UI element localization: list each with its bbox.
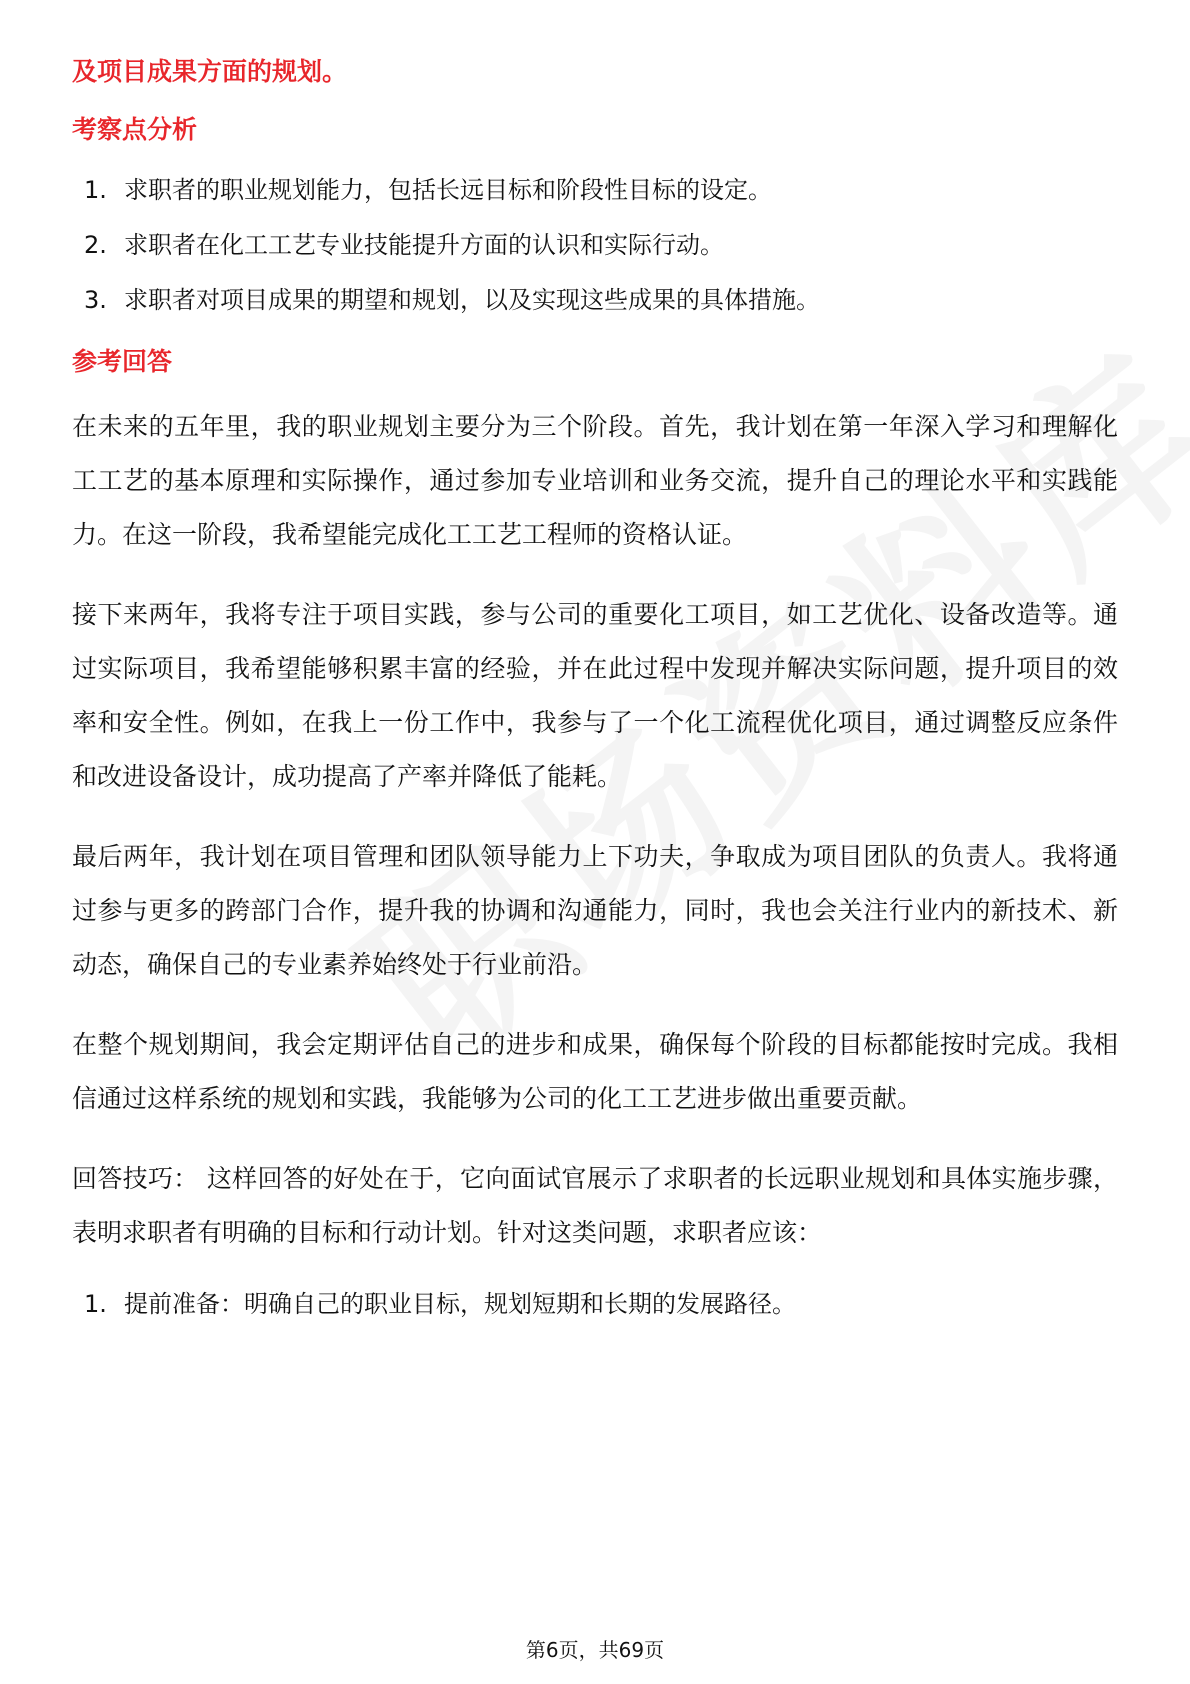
answer-paragraph: 接下来两年，我将专注于项目实践，参与公司的重要化工项目，如工艺优化、设备改造等。通过实际项目，我希望能够积累丰富的经验，并在此过程中发现并解决实际问题，提升项目的效率和安全性。例如，在我上一份工作中，我参与了一个化工流程优化项目，通过调整反应条件和改进设备设计，成功提高了产率并降低了能耗。: [72, 600, 1118, 791]
list-item-text: 求职者在化工工艺专业技能提升方面的认识和实际行动。: [124, 231, 724, 259]
list-item: [84, 227, 1118, 263]
tips-list: [72, 1286, 1118, 1322]
list-item-number: 1.: [84, 176, 107, 204]
list-item-text: 提前准备：明确自己的职业目标，规划短期和长期的发展路径。: [124, 1290, 796, 1318]
answer-paragraph: 在未来的五年里，我的职业规划主要分为三个阶段。首先，我计划在第一年深入学习和理解化工工艺的基本原理和实际操作，通过参加专业培训和业务交流，提升自己的理论水平和实践能力。在这一阶段，我希望能完成化工工艺工程师的资格认证。: [72, 412, 1118, 549]
list-item-text: 求职者对项目成果的期望和规划，以及实现这些成果的具体措施。: [124, 286, 820, 314]
analysis-heading: 考察点分析: [72, 115, 198, 144]
list-item: [84, 282, 1118, 318]
list-item-number: 1.: [84, 1290, 107, 1318]
answer-paragraph: 在整个规划期间，我会定期评估自己的进步和成果，确保每个阶段的目标都能按时完成。我相信通过这样系统的规划和实践，我能够为公司的化工工艺进步做出重要贡献。: [72, 1030, 1118, 1113]
list-item-number: 3.: [84, 286, 107, 314]
page-content: [72, 54, 1118, 1322]
page-footer: 第6页，共69页: [525, 1638, 665, 1662]
list-item: [84, 172, 1118, 208]
list-item: [84, 1286, 1118, 1322]
intro-heading: 及项目成果方面的规划。: [72, 57, 348, 86]
answer-heading: 参考回答: [72, 347, 173, 376]
list-item-number: 2.: [84, 231, 107, 259]
list-item-text: 求职者的职业规划能力，包括长远目标和阶段性目标的设定。: [124, 176, 772, 204]
analysis-list: [72, 172, 1118, 318]
answer-paragraph: 最后两年，我计划在项目管理和团队领导能力上下功夫，争取成为项目团队的负责人。我将通过参与更多的跨部门合作，提升我的协调和沟通能力，同时，我也会关注行业内的新技术、新动态，确保自己的专业素养始终处于行业前沿。: [72, 842, 1118, 979]
tips-paragraph: 回答技巧： 这样回答的好处在于，它向面试官展示了求职者的长远职业规划和具体实施步骤，表明求职者有明确的目标和行动计划。针对这类问题，求职者应该：: [72, 1164, 1118, 1247]
